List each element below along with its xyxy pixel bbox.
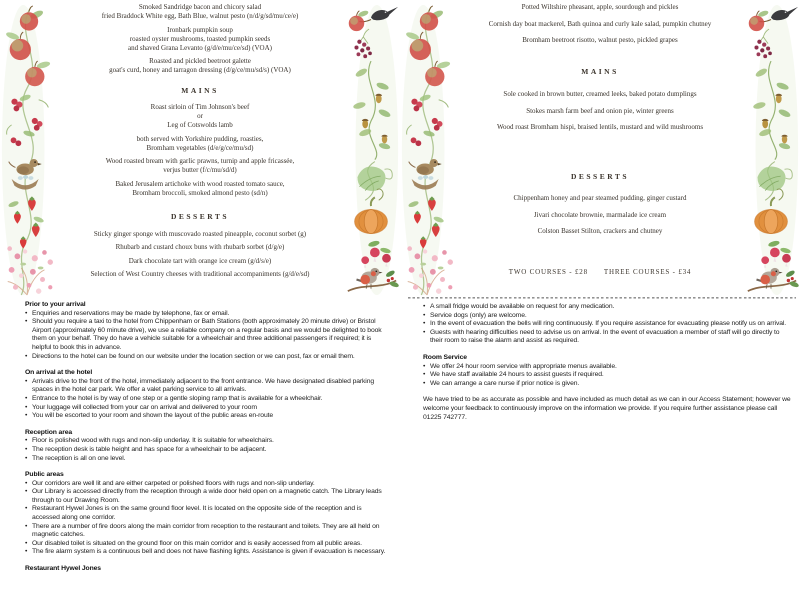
section-heading: On arrival at the hotel — [25, 369, 93, 377]
menu-left-mains-heading: MAINS — [181, 86, 219, 95]
closing-paragraph: We have tried to be as accurate as possible and have included as much detail as we can in our Access Statement; however we welcome your feedback to continuously improve on the information we provide. If you require further assistance please call 01225 742777. — [423, 396, 791, 421]
section-reception-area — [25, 429, 388, 463]
section-heading: Public areas — [25, 471, 64, 479]
autumn-border-illustration — [342, 0, 400, 300]
section-on-arrival — [25, 369, 388, 421]
orchard-border-illustration — [0, 0, 58, 300]
menu-line: Bromham vegetables (d/e/g/ce/mu/sd) — [146, 143, 254, 152]
menu-page-right — [400, 0, 800, 300]
bullet-item: • We can arrange a care nurse if prior notice is given. — [423, 380, 791, 389]
menu-line: Wood roast Bromham hispi, braised lentils, mustard and wild mushrooms — [496, 123, 704, 131]
bullet-item: • The reception is all on one level. — [25, 455, 388, 464]
menu-line: Wood roasted bream with garlic prawns, turnip and apple fricassée, — [105, 157, 295, 165]
bullet-item: • Our corridors are well lit and are either carpeted or polished floors with rugs and non-slip underlay. — [25, 480, 388, 489]
menu-line: Ironbark pumpkin soup — [167, 25, 233, 34]
menu-line: Sticky ginger sponge with muscovado roasted pineapple, coconut sorbet (g) — [93, 229, 307, 238]
menu-left-desserts — [58, 230, 342, 280]
menu-left-mains — [58, 103, 342, 198]
bullet-item: • Directions to the hotel can be found on our website under the location section or we can post, fax or email them. — [25, 353, 388, 362]
menu-left-content — [58, 3, 342, 284]
bullet-item: • Floor is polished wood with rugs and non-slip underlay. It is suitable for wheelchairs. — [25, 437, 388, 446]
section-bullets — [25, 437, 388, 463]
bullet-item: • We offer 24 hour room service with appropriate menus available. — [423, 363, 791, 372]
menu-line: Stokes marsh farm beef and onion pie, winter greens — [526, 106, 674, 115]
bullet-item: • Restaurant Hywel Jones is on the same ground floor level. It is located on the opposite side of the reception and is accessed along one corridor. — [25, 505, 388, 522]
bullet-item: • The fire alarm system is a continuous bell and does not have flashing lights. Assistance is given if evacuation is necessary. — [25, 548, 388, 557]
menu-dish-group — [58, 257, 342, 266]
bullet-item: • There are a number of fire doors along the main corridor from reception to the restaurant and toilets. They are all held on magnetic catches. — [25, 523, 388, 540]
bullet-item: • Entrance to the hotel is by way of one step or a gentle sloping ramp that is available for a wheelchair. — [25, 395, 388, 404]
bullet-item: • Should you require a taxi to the hotel from Chippenham or Bath Stations (both approximately 20 minute drive) or Bristol Airport (approximately 60 minute drive), we use a reliable company on a regular basis and we would be delighted to book them on your behalf. They do have a vehicle suitable for a wheelchair and three additional passengers if required; it is helpful to book this in advance. — [25, 318, 388, 352]
bullet-item: • In the event of evacuation the bells will ring continuously. If you require assistance for evacuating please notify us on arrival. — [423, 320, 791, 329]
menu-prices-row — [458, 268, 742, 277]
bullet-item: • Our disabled toilet is situated on the ground floor on this main corridor and is easily accessed from all public areas. — [25, 540, 388, 549]
menu-dish-group — [58, 157, 342, 175]
autumn-border-illustration — [742, 0, 800, 300]
menu-dish-group — [458, 107, 742, 116]
menu-dish-group — [58, 180, 342, 198]
menu-line: Potted Wiltshire pheasant, apple, sourdough and pickles — [521, 3, 679, 11]
menu-line: Cornish day boat mackerel, Bath quinoa and curly kale salad, pumpkin chutney — [488, 19, 712, 28]
menu-dish-group — [58, 26, 342, 53]
menu-right-desserts-heading: DESSERTS — [570, 172, 630, 181]
menu-line: Jivari chocolate brownie, marmalade ice cream — [533, 210, 667, 219]
menu-line: goat's curd, honey and tarragon dressing (d/g/ce/mu/sd/s) (VOA) — [109, 66, 291, 74]
bullet-item: • We have staff available 24 hours to assist guests if required. — [423, 371, 791, 380]
menu-right-mains — [458, 90, 742, 132]
access-statement-left-column — [25, 301, 388, 582]
menu-line: Bromham broccoli, smoked almond pesto (sd/n) — [132, 188, 268, 197]
bullet-item: • The reception desk is table height and has space for a wheelchair to be adjacent. — [25, 446, 388, 455]
bullet-item: • Our Library is accessed directly from the reception through a wide door held open on a magnetic catch. The Library leads through to our Drawing Room. — [25, 488, 388, 505]
menu-dish-group — [58, 3, 342, 21]
menu-dish-group — [58, 135, 342, 153]
bullet-item: • You will be escorted to your room and shown the layout of the public areas en-route — [25, 412, 388, 421]
menu-line: Leg of Cotswolds lamb — [167, 121, 233, 129]
menu-line: Bromham beetroot risotto, walnut pesto, pickled grapes — [522, 36, 678, 44]
menu-line: or — [197, 112, 203, 120]
access-statement-right-column — [423, 303, 791, 422]
menu-line: verjus butter (f/c/mu/sd/d) — [163, 166, 237, 174]
menu-line: Chippenham honey and pear steamed pudding, ginger custard — [513, 194, 687, 202]
menu-dish-group — [58, 57, 342, 75]
section-medical-evacuation — [423, 303, 791, 346]
menu-line: Roasted and pickled beetroot galette — [149, 57, 251, 65]
menu-dish-group — [458, 211, 742, 220]
menu-line: roasted oyster mushrooms, toasted pumpkin seeds — [129, 34, 271, 43]
menu-right-starters — [458, 3, 742, 45]
section-room-service — [423, 354, 791, 388]
menu-line: fried Braddock White egg, Bath Blue, walnut pesto (n/d/g/sd/mu/ce/e) — [101, 12, 299, 20]
menu-dish-group — [458, 3, 742, 12]
menu-right-desserts — [458, 194, 742, 236]
bullet-item: • Guests with hearing difficulties need to advise us on arrival. In the event of evacuation a member of staff will go directly to their room to raise the alarm and assist as required. — [423, 329, 791, 346]
bullet-item: • Enquiries and reservations may be made by telephone, fax or email. — [25, 310, 388, 319]
menu-line: Roast sirloin of Tim Johnson's beef — [150, 103, 250, 111]
menu-line: both served with Yorkshire pudding, roasties, — [136, 134, 264, 143]
menu-dish-group — [58, 243, 342, 252]
bullet-item: • A small fridge would be available on request for any medication. — [423, 303, 791, 312]
section-prior-to-arrival — [25, 301, 388, 361]
menu-right-mains-heading: MAINS — [581, 67, 619, 76]
two-courses-price: TWO COURSES - £28 — [508, 268, 588, 276]
menu-dish-group — [458, 227, 742, 236]
section-heading: Reception area — [25, 428, 73, 436]
menu-dish-group — [458, 20, 742, 29]
section-bullets — [25, 378, 388, 421]
menu-line: Rhubarb and custard choux buns with rhubarb sorbet (d/g/e) — [115, 243, 285, 251]
menu-dish-group — [458, 36, 742, 45]
section-heading: Room Service — [423, 353, 467, 361]
menu-right-content — [458, 3, 742, 277]
three-courses-price: THREE COURSES - £34 — [603, 268, 692, 276]
menu-dish-group — [458, 90, 742, 99]
menu-left-starters — [58, 3, 342, 75]
menu-line: Baked Jerusalem artichoke with wood roasted tomato sauce, — [115, 179, 285, 188]
section-heading: Prior to your arrival — [25, 301, 86, 308]
menu-page-left — [0, 0, 400, 300]
menu-dish-group — [458, 194, 742, 203]
menu-line: Dark chocolate tart with orange ice cream (g/d/s/e) — [128, 256, 272, 265]
section-bullets — [423, 363, 791, 389]
menu-line: Smoked Sandridge bacon and chicory salad — [138, 3, 262, 11]
section-public-areas — [25, 471, 388, 557]
menu-dish-group — [58, 103, 342, 130]
menu-left-desserts-heading: DESSERTS — [170, 211, 230, 221]
menu-line: Colston Basset Stilton, crackers and chutney — [537, 227, 663, 235]
menu-line: and shaved Grana Levanto (g/d/e/mu/ce/sd) (VOA) — [127, 43, 273, 52]
bullet-item: • Your luggage will collected from your car on arrival and delivered to your room — [25, 404, 388, 413]
bullet-item: • Arrivals drive to the front of the hotel, immediately adjacent to the front entrance. We have designated disabled parking spaces in the hotel car park. We offer a valet parking service to all arrivals. — [25, 378, 388, 395]
section-bullets — [25, 310, 388, 362]
menu-dish-group — [58, 230, 342, 239]
menu-dish-group — [58, 270, 342, 279]
clipped-text-row — [408, 294, 796, 299]
section-bullets — [25, 480, 388, 557]
bullet-item: • Service dogs (only) are welcome. — [423, 312, 791, 321]
menu-dish-group — [458, 123, 742, 132]
menu-line: Selection of West Country cheeses with traditional accompaniments (g/d/e/sd) — [90, 270, 310, 278]
section-heading: Restaurant Hywel Jones — [25, 565, 101, 573]
section-bullets — [423, 303, 791, 346]
orchard-border-illustration — [400, 0, 458, 300]
section-restaurant-hywel-jones — [25, 565, 388, 574]
menu-line: Sole cooked in brown butter, creamed leeks, baked potato dumplings — [503, 90, 697, 98]
